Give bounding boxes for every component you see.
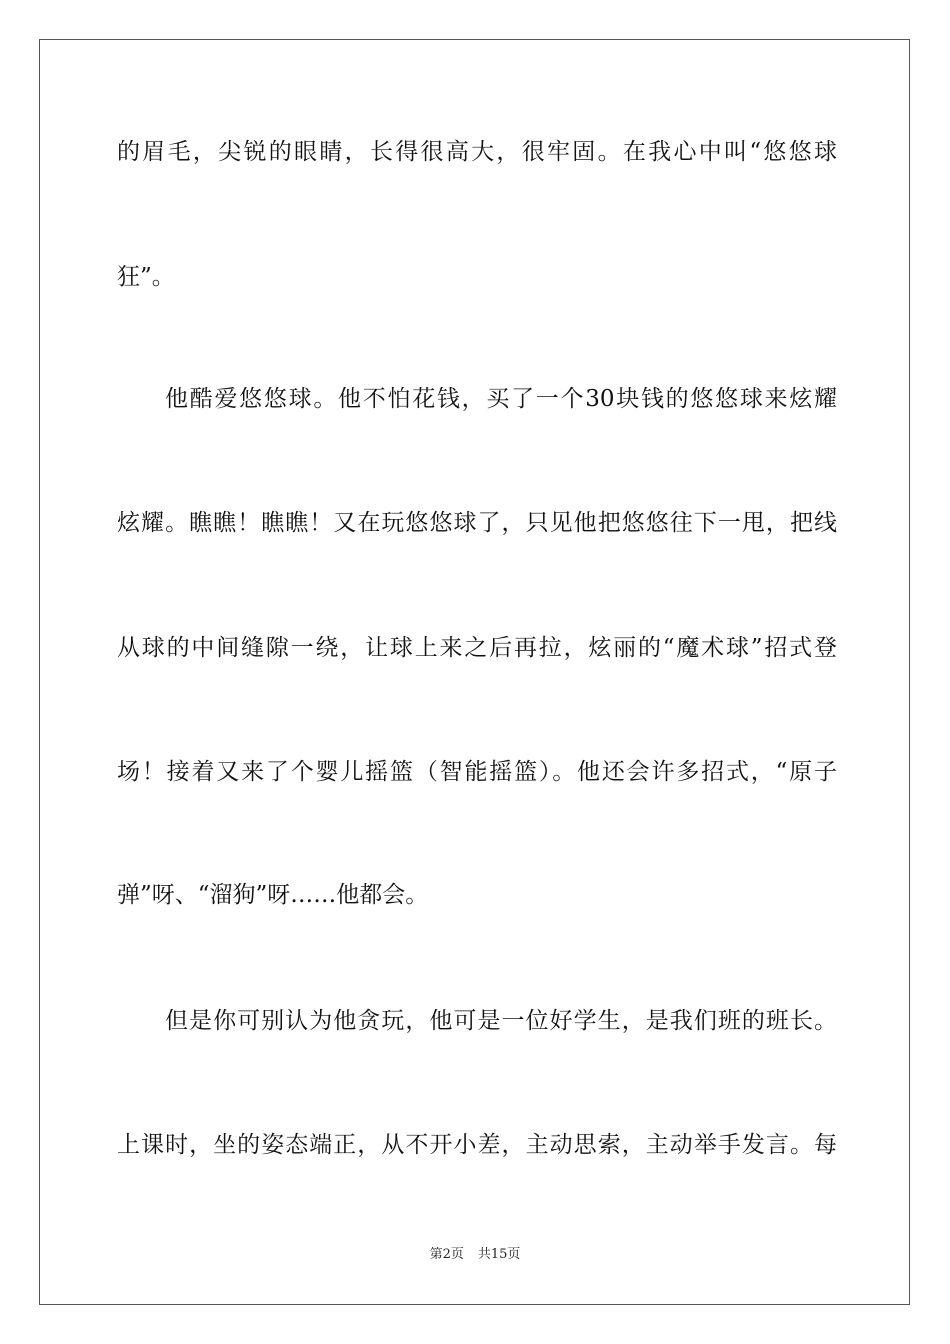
text-line-4: 炫耀。瞧瞧！瞧瞧！又在玩悠悠球了，只见他把悠悠往下一甩，把线 <box>117 510 837 536</box>
page-frame <box>39 39 910 1305</box>
page-total: 共15页 <box>477 1247 521 1262</box>
text-line-5: 从球的中间缝隙一绕，让球上来之后再拉，炫丽的“魔术球”招式登 <box>117 635 837 661</box>
text-line-8: 但是你可别认为他贪玩，他可是一位好学生，是我们班的班长。 <box>165 1008 837 1034</box>
text-line-2: 狂”。 <box>117 264 175 290</box>
text-line-9: 上课时，坐的姿态端正，从不开小差，主动思索，主动举手发言。每 <box>117 1132 837 1158</box>
text-line-1: 的眉毛，尖锐的眼睛，长得很高大，很牢固。在我心中叫“悠悠球 <box>117 139 837 165</box>
page-number: 第2页 <box>429 1247 464 1262</box>
text-line-3: 他酷爱悠悠球。他不怕花钱，买了一个30块钱的悠悠球来炫耀 <box>165 386 837 412</box>
text-line-6: 场！接着又来了个婴儿摇篮（智能摇篮）。他还会许多招式，“原子 <box>117 759 837 785</box>
text-line-7: 弹”呀、“溜狗”呀……他都会。 <box>117 882 429 908</box>
page-footer <box>0 1246 950 1264</box>
